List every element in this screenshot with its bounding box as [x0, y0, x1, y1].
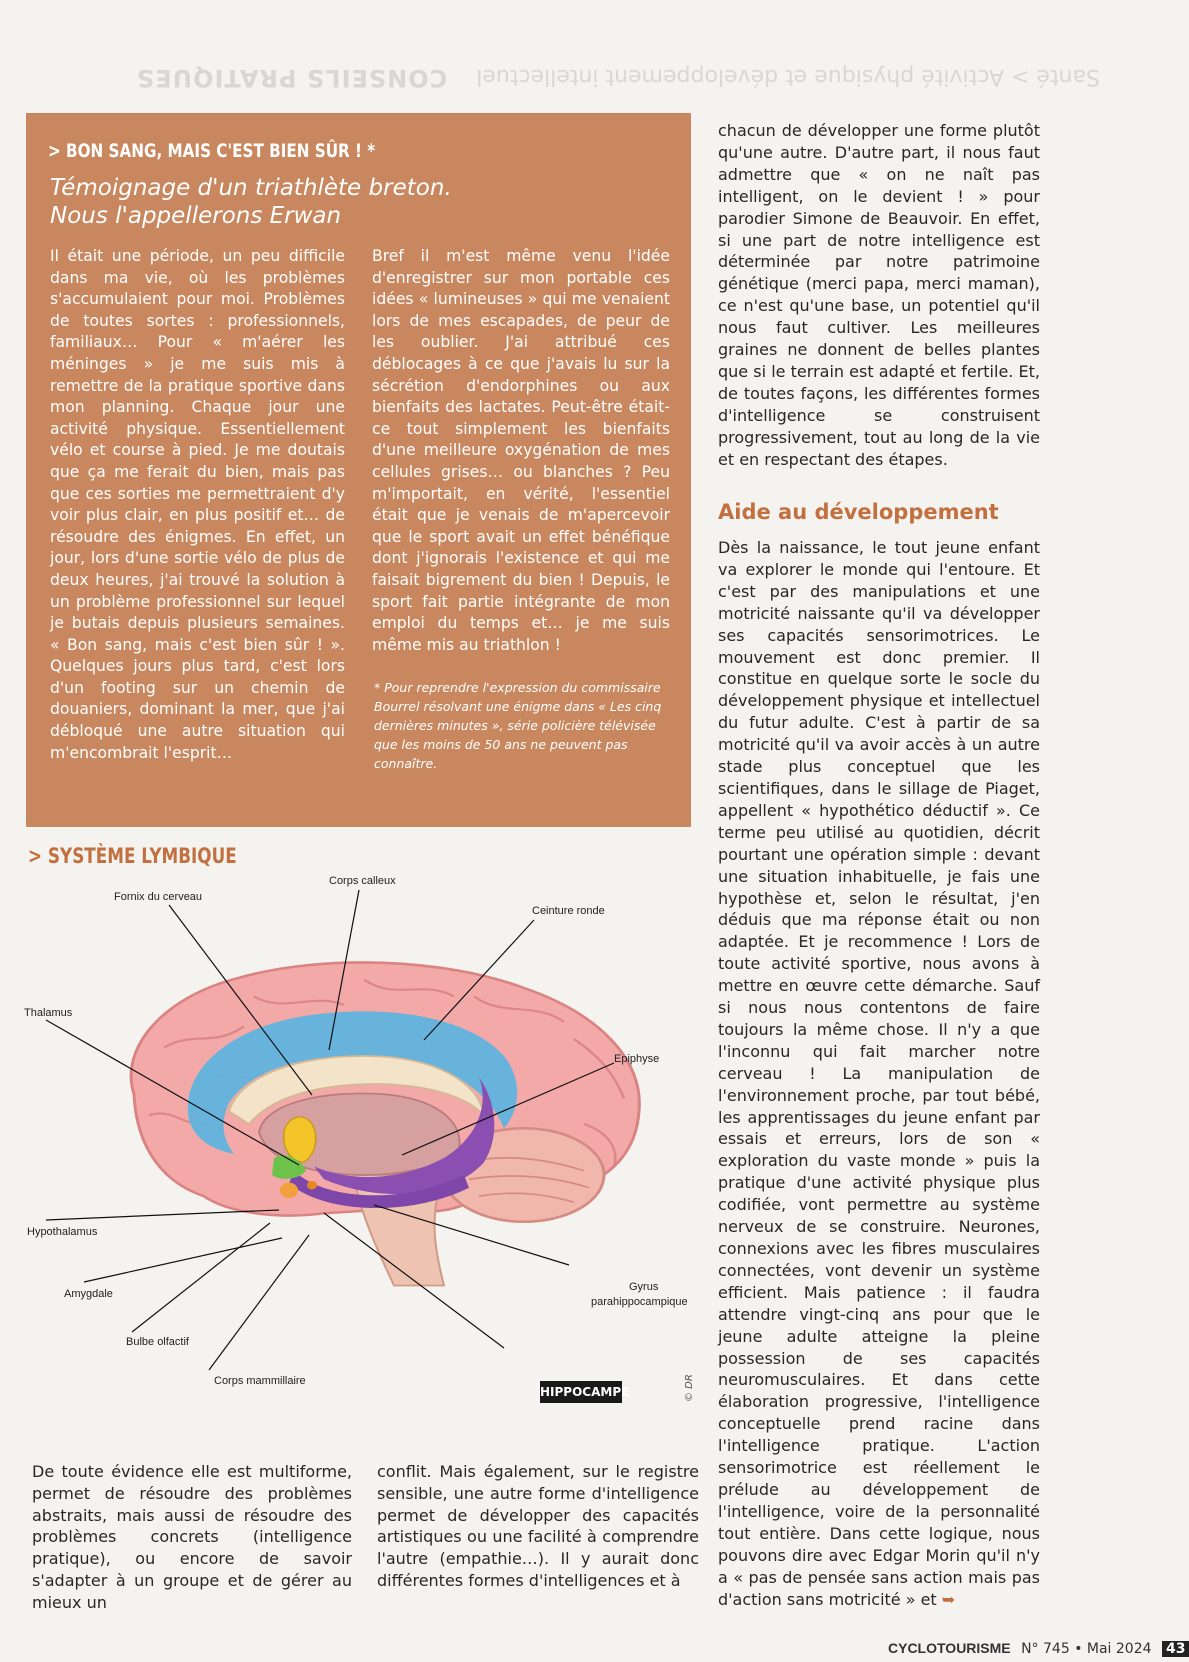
right-column-body-text: Dès la naissance, le tout jeune enfant va explorer le monde qui l'entoure. Et c'est par des manipulations et une motricité naissante qu'il va développer ses capacités sensorimotrices. Le mouvement est donc premier. Il constitue en quelque sorte le socle du développement physique et intellectuel du futur adulte. C'est à partir de sa motricité qu'il va avoir accès à un autre stade plus conceptuel que les scientifiques, dans le sillage de Piaget, appellent « hypothético déductif ». Ce terme peu utilisé au quotidien, décrit pourtant une opération simple : devant une situation inhabituelle, je fais une hypothèse et, selon le résultat, j'en déduis que ma réponse était ou non adaptée. Et je recommence ! Lors de toute activité sportive, nous avons à mettre en œuvre cette démarche. Sauf si nous nous contentons de faire toujours la même chose. Il n'y a que l'inconnu qui fait marcher notre cerveau ! La manipulation de l'environnement proche, par tout bébé, les apprentissages du jeune enfant par essais et erreurs, lors de son « exploration du vaste monde » puis la pratique d'une activité physique plus codifiée, vont permettre au système nerveux de se construire. Neurones, connexions avec les fibres musculaires connectées, vont devenir un système efficient. Mais patience : il faudra attendre vingt-cinq ans pour que le jeune adulte atteigne la pleine possession de ses capacités neuromusculaires. Et dans cette élaboration progressive, l'intelligence conceptuelle prend racine dans l'intelligence pratique. L'action sensorimotrice est réellement le prélude au développement de l'intelligence, voire de la personnalité tout entière. Dans cette logique, nous pouvons dire avec Edgar Morin qu'il n'y a « pas de pensée sans action mais pas d'action sans motricité » et — [718, 538, 1040, 1609]
testimony-subtitle — [50, 174, 650, 230]
limbic-system-illustration — [24, 860, 700, 1387]
footer-brand: CYCLOTOURISME — [888, 1640, 1011, 1656]
body-column-2: conflit. Mais également, sur le registre sensible, une autre forme d'intelligence permet de développer des capacités artistiques ou une facilité à comprendre l'autre (empathie…). Il y aurait donc différentes formes d'intelligences et à — [377, 1462, 699, 1590]
right-column-intro: chacun de développer une forme plutôt qu'une autre. D'autre part, il nous faut admettre que « on ne naît pas intelligent, on le devient ! » pour parodier Simone de Beauvoir. En effet, si une part de notre intelligence est déterminée par notre patrimoine génétique (merci papa, merci maman), ce n'est qu'une base, un potentiel qu'il nous faut cultiver. Les meilleures graines ne donnent de belles plantes que si le terrain est adapté et fertile. Et, de toutes façons, les différentes formes d'intelligence se construisent progressivement, tout au long de la vie et en respectant des étapes. — [718, 121, 1040, 469]
photo-credit: © DR — [684, 1374, 695, 1402]
label-corps-mammillaire: Corps mammillaire — [214, 1375, 306, 1387]
label-ceinture-ronde: Ceinture ronde — [532, 905, 605, 917]
label-corpus-callosum: Corps calleux — [329, 875, 396, 887]
testimony-subtitle-line-1: Témoignage d'un triathlète breton. — [50, 175, 452, 201]
body-column-1: De toute évidence elle est multiforme, permet de résoudre des problèmes abstraits, mais aussi de résoudre des problèmes concrets (intelligence pratique), ou encore de savoir s'adapter à un groupe et de gérer au mieux un — [32, 1462, 352, 1612]
header-rubrique: CONSEILS PRATIQUES — [135, 64, 448, 92]
label-bulbe-olfactif: Bulbe olfactif — [126, 1336, 189, 1348]
label-hypothalamus: Hypothalamus — [27, 1226, 98, 1238]
figure-title: > SYSTÈME LYMBIQUE — [28, 844, 237, 868]
testimony-column-1: Il était une période, un peu difficile dans ma vie, où les problèmes s'accumulaient pour moi. Problèmes de toutes sortes : professionnels, familiaux… Pour « m'aérer les méninges » je me suis mis à remettre de la pratique sportive dans mon planning. Chaque jour une activité physique. Essentiellement vélo et course à pied. Je me doutais que ça me ferait du bien, mais pas que ces sorties me permettraient d'y voir plus clair, en plus positif et… de résoudre des énigmes. En effet, un jour, lors d'une sortie vélo de plus de deux heures, j'ai trouvé la solution à un problème professionnel sur lequel je butais depuis plusieurs semaines. « Bon sang, mais c'est bien sûr ! ». Quelques jours plus tard, c'est lors d'un footing sur un chemin de douaniers, dominant la mer, que j'ai débloqué une autre situation qui m'encombrait l'esprit… — [50, 247, 345, 762]
right-column-body — [718, 537, 1040, 1610]
testimony-column-2: Bref il m'est même venu l'idée d'enregistrer sur mon portable ces idées « lumineuses » qui me venaient lors de mes escapades, de peur de les oublier. J'ai attribué ces déblocages à ce que j'avais lu sur la sécrétion d'endorphines ou aux bienfaits des lactates. Peut-être était-ce tout simplement les bienfaits d'une meilleure oxygénation de mes cellules grises… ou blanches ? Peu m'importait, en vérité, l'essentiel était que je venais de m'apercevoir que le sport avait un effet bénéfique dont j'ignorais l'existence et qui me faisait bigrement du bien ! Depuis, le sport fait partie intégrante de mon emploi du temps et… je me suis même mis au triathlon ! — [372, 247, 670, 654]
mammillary-shape — [307, 1181, 317, 1190]
testimony-kicker: > BON SANG, MAIS C'EST BIEN SÛR ! * — [48, 140, 376, 162]
label-parahippocampique: parahippocampique — [591, 1296, 688, 1308]
header-breadcrumb: Santé > Activité physique et développement intellectuel — [476, 64, 1100, 89]
label-epiphyse: Epiphyse — [614, 1053, 660, 1065]
amygdala-shape — [280, 1183, 298, 1198]
label-fornix: Fornix du cerveau — [114, 891, 203, 903]
continue-arrow-icon: ➥ — [941, 1589, 956, 1609]
testimony-subtitle-line-2: Nous l'appellerons Erwan — [50, 203, 342, 229]
page-number: 43 — [1162, 1641, 1189, 1657]
footer-issue: N° 745 • Mai 2024 — [1021, 1641, 1152, 1657]
label-hippocampe: HIPPOCAMPE — [540, 1381, 622, 1403]
label-amygdale: Amygdale — [64, 1288, 113, 1300]
testimony-footnote: * Pour reprendre l'expression du commissaire Bourrel résolvant une énigme dans « Les cinq dernières minutes », série policière télévisée que les moins de 50 ans ne peuvent pas connaître. — [374, 680, 662, 771]
label-thalamus: Thalamus — [24, 1007, 73, 1019]
section-heading: Aide au développement — [718, 500, 999, 524]
page-footer — [888, 1640, 1189, 1657]
header-bleedthrough — [135, 42, 1100, 92]
label-gyrus: Gyrus — [629, 1281, 659, 1293]
